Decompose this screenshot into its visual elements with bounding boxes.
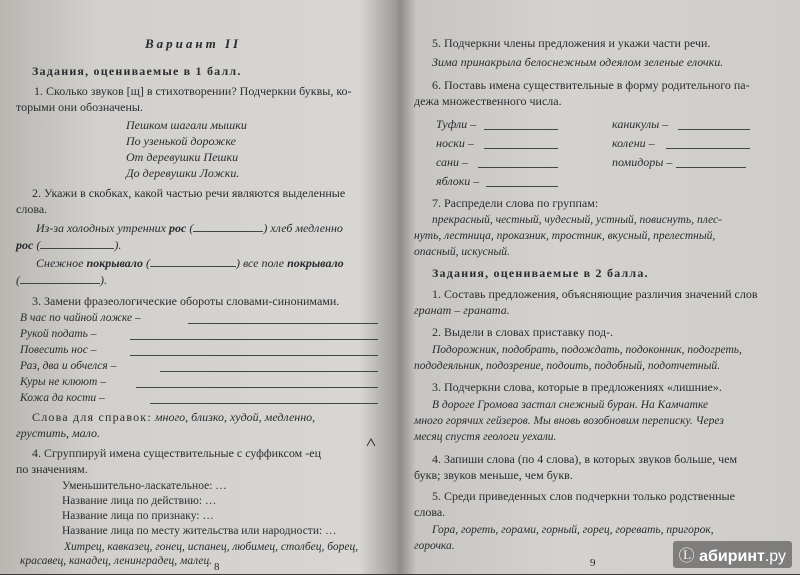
task2pt5-words: Гора, гореть, горами, горный, горец, горевать, пригорок, xyxy=(432,524,714,536)
watermark-logo: Ⓛ абиринт.ру xyxy=(673,541,792,568)
reference-words-line1: Слова для справок: много, близко, худой, медленно, xyxy=(32,410,316,424)
task2pt1-line1: 1. Составь предложения, объясняющие различия значений слов xyxy=(432,287,758,301)
task2-sentence3: Снежное покрывало ( ) все поле покрывало xyxy=(36,256,344,270)
task7-title: 7. Распредели слова по группам: xyxy=(432,196,599,210)
task4-words-line1: Хитрец, кавказец, гонец, испанец, любимец, столбец, борец, xyxy=(64,541,359,553)
variant-title: Вариант II xyxy=(145,36,242,51)
noun-item: каникулы – xyxy=(612,117,669,131)
right-page xyxy=(402,0,800,574)
task6-line1: 6. Поставь имена существительные в форму родительного па- xyxy=(432,78,750,92)
poem-line: Пешком шагали мышки xyxy=(126,118,247,132)
group-item: Название лица по действию: … xyxy=(62,495,217,507)
task4-line2: по значениям. xyxy=(16,462,88,476)
group-item: Уменьшительно-ласкательное: … xyxy=(62,480,227,492)
answer-line xyxy=(130,339,378,340)
phrase-item: В час по чайной ложке – xyxy=(20,312,141,324)
task2pt3-text: много горячих гейзеров. Мы вновь возобновим переписку. Через xyxy=(414,415,724,427)
task2pt5-line1: 5. Среди приведенных слов подчеркни только родственные xyxy=(432,489,735,503)
page-number-left: 8 xyxy=(214,561,220,573)
answer-line xyxy=(676,167,746,168)
answer-line xyxy=(486,186,558,187)
task2pt3-text: месяц спустя геологи уехали. xyxy=(414,431,557,443)
noun-item: колени – xyxy=(612,136,655,150)
task5-sentence: Зима принакрыла белоснежным одеялом зеленые елочки. xyxy=(432,55,724,69)
answer-line xyxy=(484,148,558,149)
task4-words-line2: красавец, канадец, ленинградец, малец. xyxy=(20,555,213,567)
task2pt2-words: Подорожник, подобрать, подождать, подоконник, подогреть, xyxy=(432,344,742,356)
section-header-2-points: Задания, оцениваемые в 2 балла. xyxy=(432,266,649,280)
poem-line: До деревушки Ложки. xyxy=(126,166,240,180)
phrase-item: Куры не клюют – xyxy=(20,376,106,388)
noun-item: сани – xyxy=(436,155,468,169)
task5-title: 5. Подчеркни члены предложения и укажи части речи. xyxy=(432,36,711,50)
phrase-item: Повесить нос – xyxy=(20,344,97,356)
answer-line xyxy=(678,129,750,130)
noun-item: Туфли – xyxy=(436,117,477,131)
task1-line1: 1. Сколько звуков [щ] в стихотворении? Подчеркни буквы, ко- xyxy=(34,84,352,98)
suffix-mark-icon xyxy=(366,437,376,447)
task2-line1: 2. Укажи в скобках, какой частью речи являются выделенные xyxy=(32,186,346,200)
task2pt5-line2: слова. xyxy=(414,505,446,519)
answer-line xyxy=(136,387,378,388)
poem-line: По узенькой дорожке xyxy=(126,134,236,148)
task2pt2-words: пододеяльник, подозрение, подоить, подобный, подотчетный. xyxy=(414,360,720,372)
task6-line2: дежа множественного числа. xyxy=(414,94,562,108)
noun-item: носки – xyxy=(436,136,474,150)
left-page xyxy=(0,0,400,574)
task7-words-line: прекрасный, честный, чудесный, устный, повиснуть, плес- xyxy=(432,214,722,226)
task7-words-line: опасный, искусный. xyxy=(414,246,510,258)
task2pt4-line2: букв; звуков меньше, чем букв. xyxy=(414,468,573,482)
phrase-item: Раз, два и обчелся – xyxy=(20,360,117,372)
group-item: Название лица по месту жительства или народности: … xyxy=(62,525,337,537)
phrase-item: Рукой подать – xyxy=(20,328,97,340)
task3-title: 3. Замени фразеологические обороты словами-синонимами. xyxy=(32,294,340,308)
task2pt2-title: 2. Выдели в словах приставку под-. xyxy=(432,325,614,339)
task2pt3-title: 3. Подчеркни слова, которые в предложениях «лишние». xyxy=(432,380,722,394)
task2pt3-text: В дороге Громова застал снежный буран. На Камчатке xyxy=(432,399,709,411)
answer-line xyxy=(484,129,558,130)
answer-line xyxy=(478,167,558,168)
page-number-right: 9 xyxy=(590,557,596,569)
noun-item: помидоры – xyxy=(612,155,673,169)
answer-line xyxy=(150,403,378,404)
task2pt5-words: горочка. xyxy=(414,540,455,552)
section-header-1-point: Задания, оцениваемые в 1 балл. xyxy=(32,64,242,78)
phrase-item: Кожа да кости – xyxy=(20,392,105,404)
task2pt4-line1: 4. Запиши слова (по 4 слова), в которых звуков больше, чем xyxy=(432,452,738,466)
task2-line2: слова. xyxy=(16,202,48,216)
poem-line: От деревушки Пешки xyxy=(126,150,239,164)
task4-line1: 4. Сгруппируй имена существительные с суффиксом -ец xyxy=(32,446,321,460)
task1-line2: торыми они обозначены. xyxy=(16,100,143,114)
task2pt1-line2: гранат – граната. xyxy=(414,303,510,317)
answer-line xyxy=(130,355,378,356)
group-item: Название лица по признаку: … xyxy=(62,510,214,522)
answer-line xyxy=(160,371,378,372)
reference-words-line2: грустить, мало. xyxy=(16,426,101,440)
answer-line xyxy=(188,323,378,324)
task2-sentence4: ( ). xyxy=(16,273,107,287)
task7-words-line: нуть, лестница, проказник, тростник, вкусный, прелестный, xyxy=(414,230,716,242)
noun-item: яблоки – xyxy=(436,174,480,188)
answer-line xyxy=(666,148,750,149)
task2-sentence1: Из-за холодных утренних рос ( ) хлеб медленно xyxy=(36,221,343,235)
task2-sentence2: рос ( ). xyxy=(16,238,122,252)
